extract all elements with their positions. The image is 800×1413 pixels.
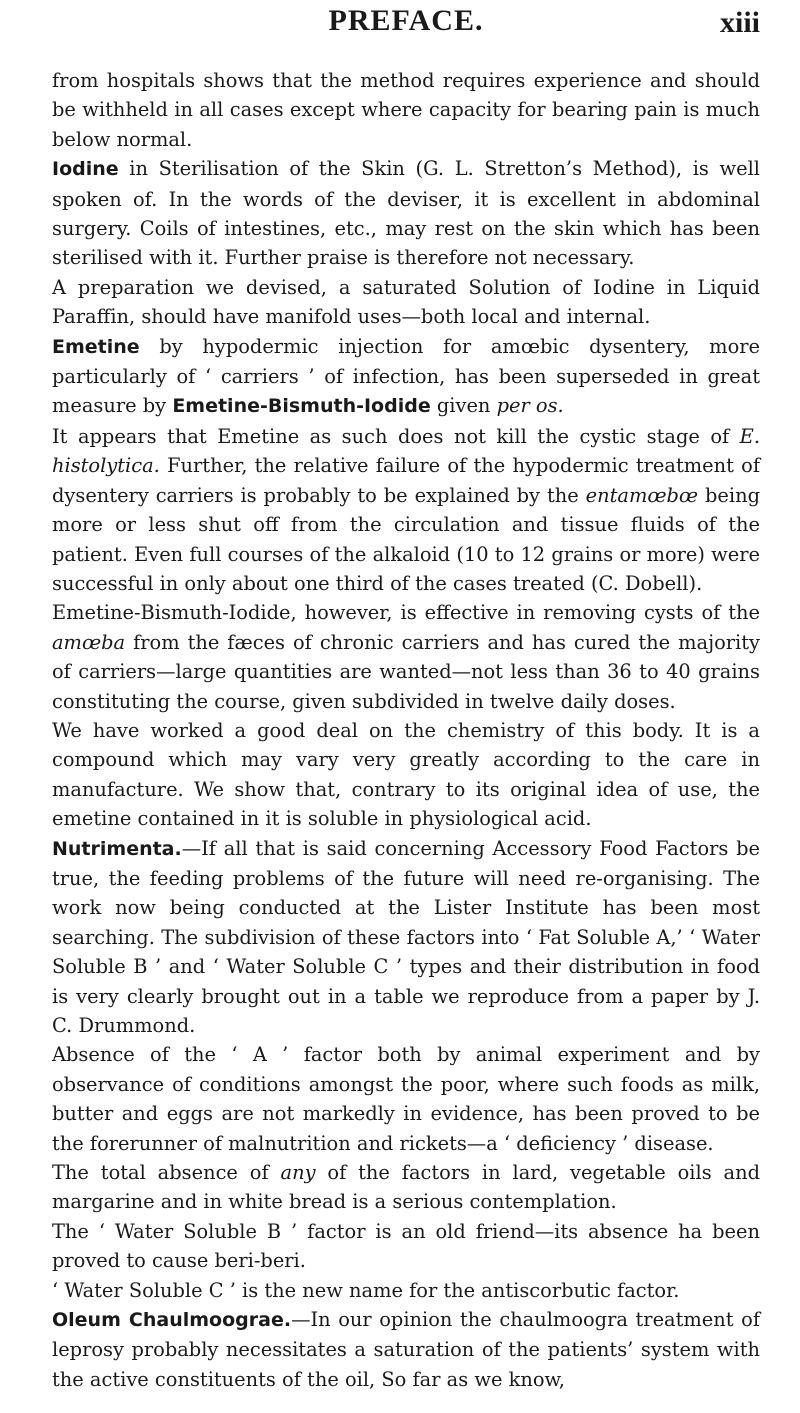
page-number: xiii (719, 6, 760, 39)
paragraph (52, 154, 760, 273)
text-run: from the fæces of chronic carriers and has cured the majority of carriers—large quantities are wanted—not less than 36 to 40 grains constituting the course, given subdivided in twelve daily doses. (52, 630, 760, 713)
text-run: It appears that Emetine as such does not kill the cystic stage of (52, 424, 740, 448)
text-run: A preparation we devised, a saturated Solution of Iodine in Liquid Paraffin, should have manifold uses—both local and internal. (52, 275, 760, 329)
text-run: The ‘ Water Soluble B ’ factor is an old friend—its absence ha been proved to cause beri-beri. (52, 1219, 760, 1273)
paragraph (52, 1276, 760, 1305)
paragraph (52, 273, 760, 332)
run-in-heading: Emetine-Bismuth-Iodide (172, 395, 431, 418)
italic-text: any (280, 1161, 316, 1185)
run-in-heading: Iodine (52, 158, 119, 181)
paragraph (52, 598, 760, 716)
paragraph (52, 422, 760, 598)
text-run: in Sterilisation of the Skin (G. L. Stretton’s Method), is well spoken of. In the words of the deviser, it is excellent in abdominal surgery. Coils of intestines, etc., may rest on the skin which has been sterilised with it. Further praise is therefore not necessary. (52, 157, 760, 270)
paragraph (52, 1305, 760, 1394)
text-run: ‘ Water Soluble C ’ is the new name for the antiscorbutic factor. (52, 1278, 680, 1302)
italic-text: entamœbœ (585, 483, 699, 507)
text-run: —In our opinion the chaulmoogra treatment of leprosy probably necessitates a saturation of the patients’ system with the active constituents of the oil, So far as we know, (52, 1308, 760, 1391)
italic-text: per os. (496, 394, 564, 418)
paragraph (52, 1040, 760, 1158)
paragraph (52, 834, 760, 1041)
text-run: being more or less shut off from the circulation and tissue fluids of the patient. Even full courses of the alkaloid (10 to 12 grains or more) were successful in only about one third of the cases treated (C. Dobell). (52, 483, 761, 595)
italic-text: E. histolytica. (52, 424, 760, 478)
text-run: by hypodermic injection for amœbic dysentery, more particularly of ‘ carriers ’ of infection, has been superseded in great measure by (52, 334, 760, 418)
text-run: from hospitals shows that the method requires experience and should be withheld in all cases except where capacity for bearing pain is much below normal. (52, 69, 760, 151)
paragraph (52, 716, 760, 834)
text-run: Absence of the ‘ A ’ factor both by animal experiment and by observance of conditions amongst the poor, where such foods as milk, butter and eggs are not markedly in evidence, has been proved to be the forerunner of malnutrition and rickets—a ‘ deficiency ’ disease. (52, 1043, 760, 1155)
text-run: of the factors in lard, vegetable oils and margarine and in white bread is a serious contemplation. (52, 1161, 760, 1214)
paragraph (52, 332, 760, 422)
body-text (52, 66, 760, 1394)
run-in-heading: Emetine (52, 335, 140, 358)
text-run: given (430, 394, 497, 418)
run-in-heading: Nutrimenta. (52, 837, 182, 860)
running-title: PREFACE. (328, 4, 484, 37)
text-run: —If all that is said concerning Accessory Food Factors be true, the feeding problems of the future will need re-organising. The work now being conducted at the Lister Institute has been most searching. The subdivision of these factors into ‘ Fat Soluble A,’ ‘ Water Soluble B ’ and ‘ Water Soluble C ’ types and their distribution in food is very clearly brought out in a table we reproduce from a paper by J. C. Drummond. (52, 836, 760, 1037)
text-run: We have worked a good deal on the chemistry of this body. It is a compound which may vary very greatly according to the care in manufacture. We show that, contrary to its original idea of use, the emetine contained in it is soluble in physiological acid. (52, 718, 760, 831)
paragraph (52, 1158, 760, 1217)
paragraph (52, 1217, 760, 1276)
italic-text: amœba (52, 630, 126, 654)
paragraph (52, 66, 760, 154)
text-run: Further, the relative failure of the hypodermic treatment of dysentery carriers is probably to be explained by the (52, 454, 760, 507)
text-run: Emetine-Bismuth-Iodide, however, is effective in removing cysts of the (52, 601, 760, 625)
text-run: The total absence of (52, 1161, 281, 1185)
run-in-heading: Oleum Chaulmoograe. (52, 1309, 292, 1332)
page-header (52, 0, 760, 66)
